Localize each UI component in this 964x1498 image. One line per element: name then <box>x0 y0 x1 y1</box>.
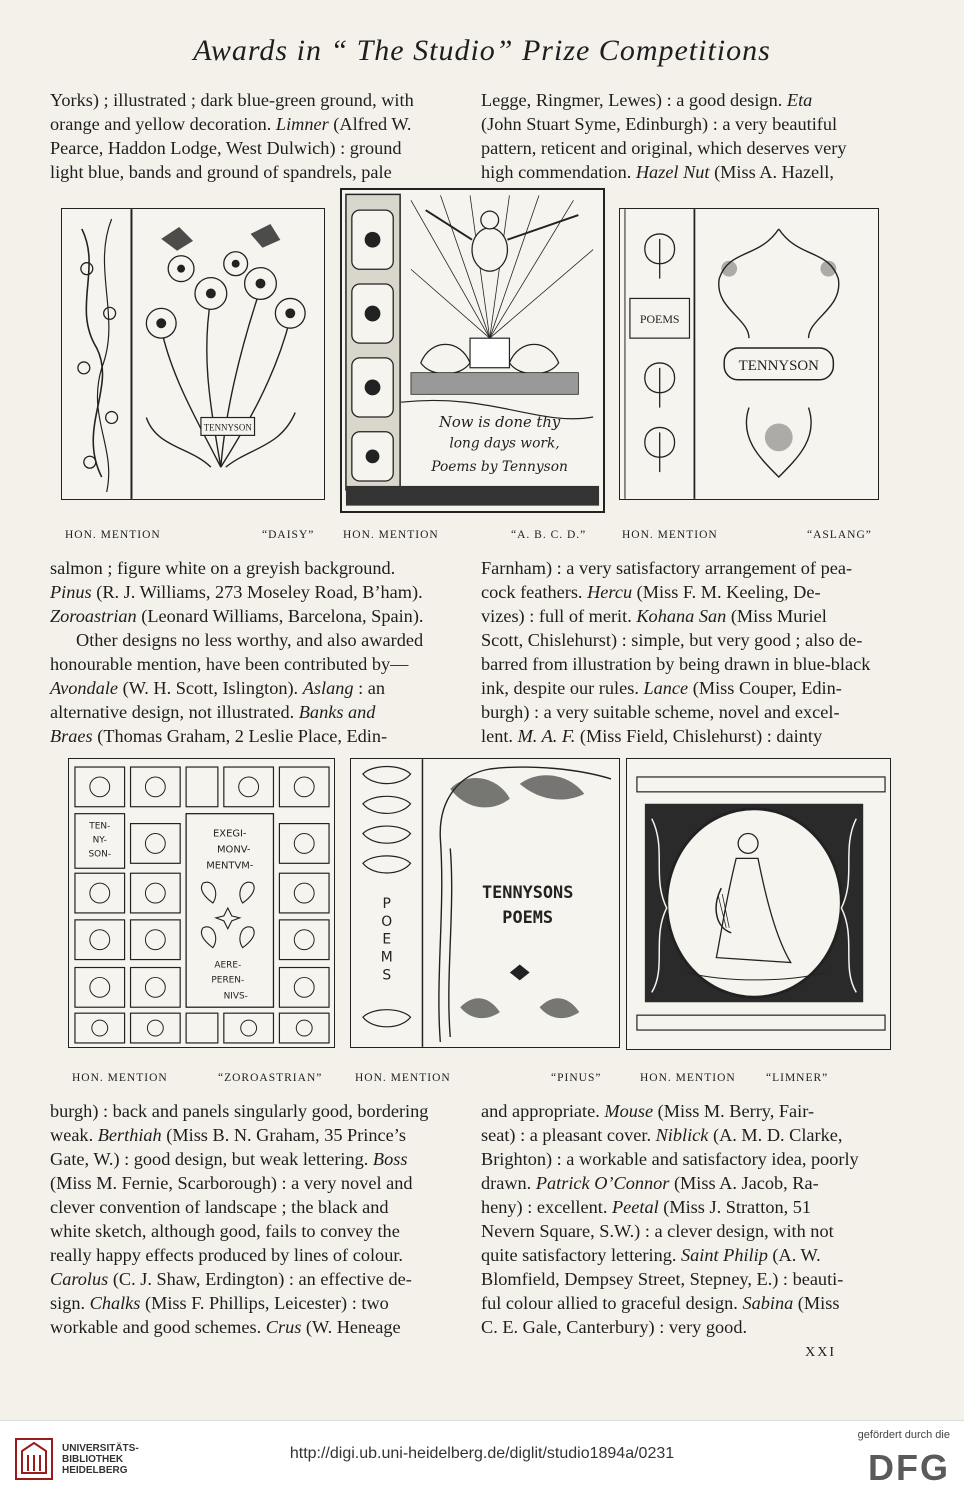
text-line: ink, despite our rules. Lance (Miss Couper, Edin- <box>481 678 842 698</box>
caption-text: HON. MENTION <box>65 529 161 541</box>
italic-name: Mouse <box>604 1101 654 1121</box>
italic-name: Carolus <box>50 1269 109 1289</box>
text-line: lent. M. A. F. (Miss Field, Chislehurst) : dainty <box>481 726 823 746</box>
text-line: high commendation. Hazel Nut (Miss A. Hazell, <box>481 162 834 182</box>
aslang-spine: POEMS <box>639 312 680 327</box>
figure-pinus-cover <box>350 758 620 1048</box>
viewer-footer <box>0 1420 964 1498</box>
text-line: and appropriate. Mouse (Miss M. Berry, Fair- <box>481 1101 815 1121</box>
text-line: (John Stuart Syme, Edinburgh) : a very beautiful <box>481 114 838 134</box>
zoroastrian-inscription: MONV- <box>216 844 251 856</box>
zoroastrian-corner-line: SON- <box>88 849 112 860</box>
text-line: Pinus (R. J. Williams, 273 Moseley Road, B’ham). <box>50 582 423 602</box>
library-name-line: BIBLIOTHEK <box>62 1454 124 1465</box>
text-line: white sketch, although good, fails to convey the <box>50 1221 400 1241</box>
italic-name: Hazel Nut <box>635 162 710 182</box>
italic-name: Pinus <box>50 582 92 602</box>
text-line: quite satisfactory lettering. Saint Philip (A. W. <box>481 1245 821 1265</box>
italic-name: Sabina <box>742 1293 794 1313</box>
zoroastrian-inscription: EXEGI- <box>213 828 247 840</box>
abcd-line3: Poems by Tennyson <box>431 459 568 476</box>
text-line: Legge, Ringmer, Lewes) : a good design. Eta <box>481 90 813 110</box>
text-line: Blomfield, Dempsey Street, Stepney, E.) : beauti- <box>481 1269 844 1289</box>
text-line: Other designs no less worthy, and also awarded <box>76 630 424 650</box>
italic-name: Niblick <box>655 1125 709 1145</box>
text-column-middle-right <box>481 556 893 748</box>
caption-text: HON. MENTION <box>640 1072 736 1084</box>
figure-aslang-cover <box>619 208 879 500</box>
library-name-line: UNIVERSITÄTS- <box>62 1443 139 1454</box>
italic-name: M. A. F. <box>517 726 576 746</box>
text-line: burgh) : a very suitable scheme, novel and excel- <box>481 702 840 722</box>
text-line: Avondale (W. H. Scott, Islington). Aslang : an <box>50 678 385 698</box>
italic-name: Crus <box>265 1317 302 1337</box>
caption-text: HON. MENTION <box>355 1072 451 1084</box>
abcd-cover-illustration <box>342 190 603 511</box>
pinus-spine-letter: S <box>382 967 392 984</box>
pinus-spine-letter: P <box>382 895 391 912</box>
zoroastrian-inscription: PEREN- <box>211 975 245 986</box>
text-line: ful colour allied to graceful design. Sabina (Miss <box>481 1293 840 1313</box>
text-column-bottom-right <box>481 1099 893 1339</box>
caption-text: HON. MENTION <box>343 529 439 541</box>
text-line: burgh) : back and panels singularly good, bordering <box>50 1101 429 1121</box>
caption-text: “A. B. C. D.” <box>511 529 587 541</box>
text-line: barred from illustration by being drawn in blue-black <box>481 654 871 674</box>
italic-name: Limner <box>275 114 329 134</box>
caption-text: “ZOROASTRIAN” <box>218 1072 323 1084</box>
italic-name: Peetal <box>611 1197 659 1217</box>
pinus-title-line: POEMS <box>502 906 554 927</box>
permalink-url[interactable]: http://digi.ub.uni-heidelberg.de/diglit/studio1894a/0231 <box>289 1445 675 1462</box>
text-line: C. E. Gale, Canterbury) : very good. <box>481 1317 748 1337</box>
italic-name: Patrick O’Connor <box>535 1173 670 1193</box>
text-line: pattern, reticent and original, which deserves very <box>481 138 847 158</box>
caption-text: “LIMNER” <box>766 1072 829 1084</box>
text-line: Yorks) ; illustrated ; dark blue-green ground, with <box>50 90 414 110</box>
figure-limner-cover <box>626 758 891 1050</box>
pinus-spine-letter: O <box>381 913 393 930</box>
pinus-cover-illustration <box>351 759 619 1047</box>
abcd-line2: long days work, <box>449 435 560 452</box>
daisy-cover-illustration <box>62 209 324 499</box>
dfg-logo[interactable]: DFG <box>868 1447 950 1488</box>
zoroastrian-inscription: AERE- <box>214 960 242 971</box>
italic-name: Braes <box>50 726 93 746</box>
figure-abcd-cover <box>340 188 605 513</box>
text-column-bottom-left <box>50 1099 462 1339</box>
pinus-title-line: TENNYSONS <box>482 882 574 903</box>
zoroastrian-inscription: MENTVM- <box>206 860 254 872</box>
italic-name: Avondale <box>50 678 119 698</box>
zoroastrian-cover-illustration <box>69 759 334 1047</box>
italic-name: Eta <box>786 90 813 110</box>
text-line: Scott, Chislehurst) : simple, but very good ; also de- <box>481 630 863 650</box>
text-line: vizes) : full of merit. Kohana San (Miss Muriel <box>481 606 827 626</box>
text-column-top-right <box>481 88 893 184</box>
text-column-middle-left <box>50 556 462 748</box>
text-line: salmon ; figure white on a greyish background. <box>50 558 396 578</box>
daisy-label: TENNYSON <box>203 422 252 433</box>
text-line: Zoroastrian (Leonard Williams, Barcelona, Spain). <box>50 606 424 626</box>
caption-text: “DAISY” <box>262 529 315 541</box>
caption-text: “ASLANG” <box>807 529 872 541</box>
text-line: light blue, bands and ground of spandrels, pale <box>50 162 392 182</box>
figure-zoroastrian-cover <box>68 758 335 1048</box>
italic-name: Zoroastrian <box>50 606 137 626</box>
text-line: Pearce, Haddon Lodge, West Dulwich) : ground <box>50 138 402 158</box>
text-line: drawn. Patrick O’Connor (Miss A. Jacob, Ra- <box>481 1173 819 1193</box>
pinus-spine-letter: E <box>382 931 392 948</box>
italic-name: Boss <box>372 1149 408 1169</box>
page-folio: XXI <box>805 1345 836 1360</box>
text-line: clever convention of landscape ; the black and <box>50 1197 389 1217</box>
text-line: honourable mention, have been contributed by— <box>50 654 409 674</box>
funded-by-label: gefördert durch die <box>857 1429 950 1441</box>
italic-name: Aslang <box>302 678 354 698</box>
aslang-label: TENNYSON <box>738 357 819 374</box>
pinus-spine-letter: M <box>380 949 393 966</box>
italic-name: Berthiah <box>97 1125 162 1145</box>
text-line: sign. Chalks (Miss F. Phillips, Leicester) : two <box>50 1293 389 1313</box>
text-line: orange and yellow decoration. Limner (Alfred W. <box>50 114 412 134</box>
text-column-top-left <box>50 88 462 184</box>
text-line: really happy effects produced by lines of colour. <box>50 1245 403 1265</box>
italic-name: Banks and <box>298 702 376 722</box>
text-line: Farnham) : a very satisfactory arrangement of pea- <box>481 558 853 578</box>
library-name-line: HEIDELBERG <box>62 1465 128 1476</box>
text-line: weak. Berthiah (Miss B. N. Graham, 35 Prince’s <box>50 1125 406 1145</box>
italic-name: Saint Philip <box>681 1245 768 1265</box>
text-line: seat) : a pleasant cover. Niblick (A. M. D. Clarke, <box>481 1125 843 1145</box>
zoroastrian-corner-line: NY- <box>92 835 107 846</box>
text-line: (Miss M. Fernie, Scarborough) : a very novel and <box>50 1173 413 1193</box>
abcd-line1: Now is done thy <box>438 413 561 431</box>
caption-text: “PINUS” <box>551 1072 602 1084</box>
running-head: Awards in “ The Studio” Prize Competitions <box>193 34 771 67</box>
italic-name: Chalks <box>89 1293 141 1313</box>
text-line: Braes (Thomas Graham, 2 Leslie Place, Edin- <box>50 726 388 746</box>
text-line: Gate, W.) : good design, but weak lettering. Boss <box>50 1149 408 1169</box>
figure-daisy-cover <box>61 208 325 500</box>
limner-cover-illustration <box>627 759 890 1049</box>
text-line: Carolus (C. J. Shaw, Erdington) : an effective de- <box>50 1269 412 1289</box>
text-line: cock feathers. Hercu (Miss F. M. Keeling, De- <box>481 582 821 602</box>
text-line: Brighton) : a workable and satisfactory idea, poorly <box>481 1149 859 1169</box>
zoroastrian-corner-line: TEN- <box>89 821 111 832</box>
italic-name: Hercu <box>587 582 633 602</box>
zoroastrian-inscription: NIVS- <box>223 991 248 1002</box>
aslang-cover-illustration <box>620 209 878 499</box>
text-line: workable and good schemes. Crus (W. Heneage <box>50 1317 401 1337</box>
text-line: alternative design, not illustrated. Banks and <box>50 702 376 722</box>
caption-text: HON. MENTION <box>72 1072 168 1084</box>
text-line: heny) : excellent. Peetal (Miss J. Stratton, 51 <box>481 1197 812 1217</box>
caption-text: HON. MENTION <box>622 529 718 541</box>
italic-name: Lance <box>643 678 689 698</box>
italic-name: Kohana San <box>636 606 727 626</box>
text-line: Nevern Square, S.W.) : a clever design, with not <box>481 1221 834 1241</box>
